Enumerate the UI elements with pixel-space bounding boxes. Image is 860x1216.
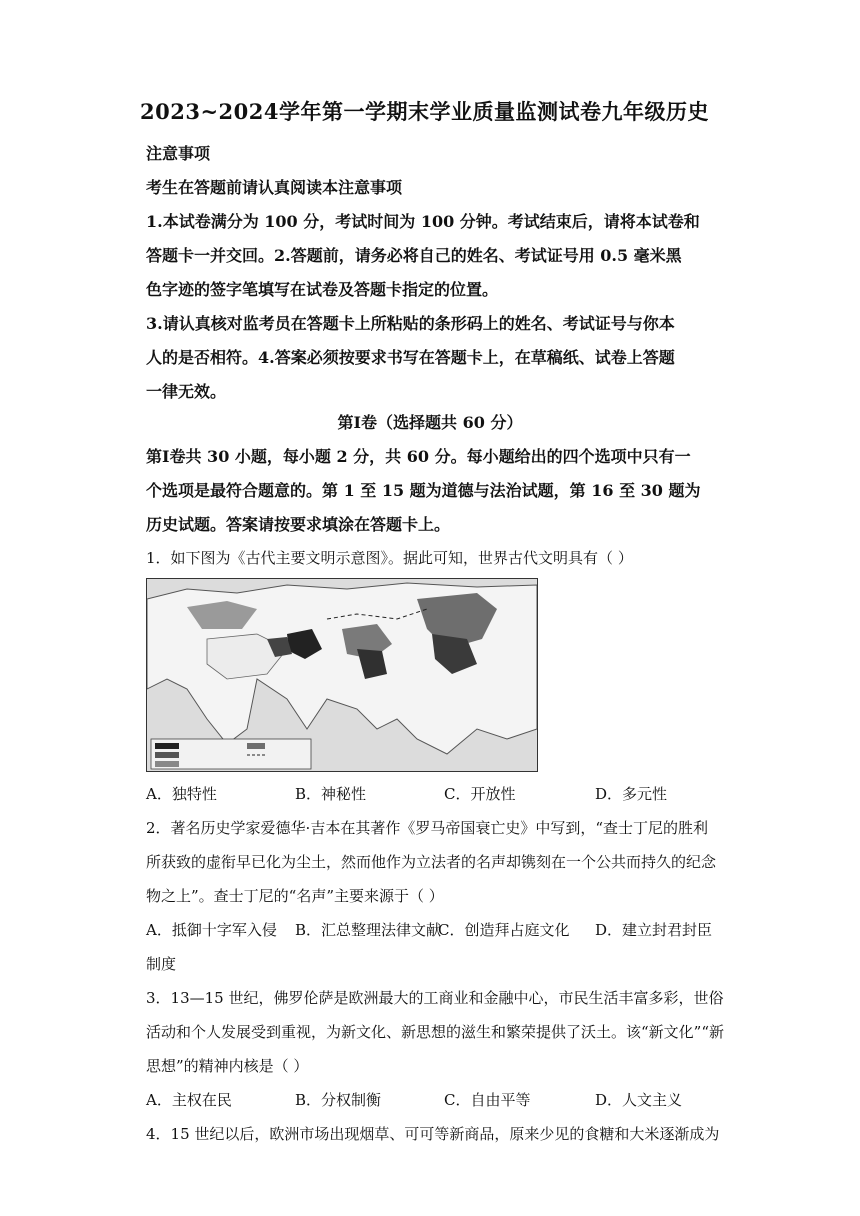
notice-line: 1.本试卷满分为 100 分，考试时间为 100 分钟。考试结束后，请将本试卷和: [146, 212, 700, 231]
question-3-line: 思想”的精神内核是（ ）: [146, 1057, 309, 1075]
question-1-stem: 1．如下图为《古代主要文明示意图》。据此可知，世界古代文明具有（ ）: [146, 549, 633, 567]
notice-intro: 考生在答题前请认真阅读本注意事项: [146, 178, 403, 197]
q3-option-d[interactable]: D．人文主义: [595, 1091, 683, 1109]
q3-option-c[interactable]: C．自由平等: [444, 1091, 531, 1109]
q1-option-b[interactable]: B．神秘性: [295, 785, 367, 803]
q2-option-d-tail: 制度: [146, 955, 177, 973]
q2-option-d[interactable]: D．建立封君封臣: [595, 921, 713, 939]
section-heading: 第Ⅰ卷（选择题共 60 分）: [337, 413, 523, 432]
notice-line: 人的是否相符。4.答案必须按要求书写在答题卡上，在草稿纸、试卷上答题: [146, 348, 675, 367]
q3-option-a[interactable]: A．主权在民: [146, 1091, 232, 1109]
q1-option-a[interactable]: A．独特性: [146, 785, 217, 803]
question-3-line: 3．13—15 世纪，佛罗伦萨是欧洲最大的工商业和金融中心，市民生活丰富多彩，世俗: [146, 989, 724, 1007]
question-3-line: 活动和个人发展受到重视，为新文化、新思想的滋生和繁荣提供了沃土。该“新文化”“新: [146, 1023, 725, 1041]
ancient-civilization-map: [146, 578, 538, 772]
section-line: 第Ⅰ卷共 30 小题，每小题 2 分，共 60 分。每小题给出的四个选项中只有一: [146, 447, 691, 466]
exam-title: 2023~2024学年第一学期末学业质量监测试卷九年级历史: [140, 99, 709, 124]
map-illustration: [147, 579, 537, 771]
question-2-line: 2．著名历史学家爱德华·吉本在其著作《罗马帝国衰亡史》中写到，“查士丁尼的胜利: [146, 819, 708, 837]
q1-option-c[interactable]: C．开放性: [444, 785, 516, 803]
notice-heading: 注意事项: [146, 144, 211, 163]
q1-option-d[interactable]: D．多元性: [595, 785, 668, 803]
section-line: 历史试题。答案请按要求填涂在答题卡上。: [146, 515, 451, 534]
section-line: 个选项是最符合题意的。第 1 至 15 题为道德与法治试题，第 16 至 30 题为: [146, 481, 701, 500]
notice-line: 答题卡一并交回。2.答题前，请务必将自己的姓名、考试证号用 0.5 毫米黑: [146, 246, 682, 265]
notice-line: 色字迹的签字笔填写在试卷及答题卡指定的位置。: [146, 280, 499, 299]
q2-option-b[interactable]: B．汇总整理法律文献: [295, 921, 442, 939]
q3-option-b[interactable]: B．分权制衡: [295, 1091, 382, 1109]
q2-option-c[interactable]: C．创造拜占庭文化: [438, 921, 570, 939]
question-2-line: 所获致的虚衔早已化为尘土，然而他作为立法者的名声却镌刻在一个公共而持久的纪念: [146, 853, 717, 871]
notice-line: 3.请认真核对监考员在答题卡上所粘贴的条形码上的姓名、考试证号与你本: [146, 314, 675, 333]
q2-option-a[interactable]: A．抵御十字军入侵: [146, 921, 277, 939]
question-2-line: 物之上”。查士丁尼的“名声”主要来源于（ ）: [146, 887, 444, 905]
notice-line: 一律无效。: [146, 382, 227, 401]
question-4-line: 4．15 世纪以后，欧洲市场出现烟草、可可等新商品，原来少见的食糖和大米逐渐成为: [146, 1125, 720, 1143]
